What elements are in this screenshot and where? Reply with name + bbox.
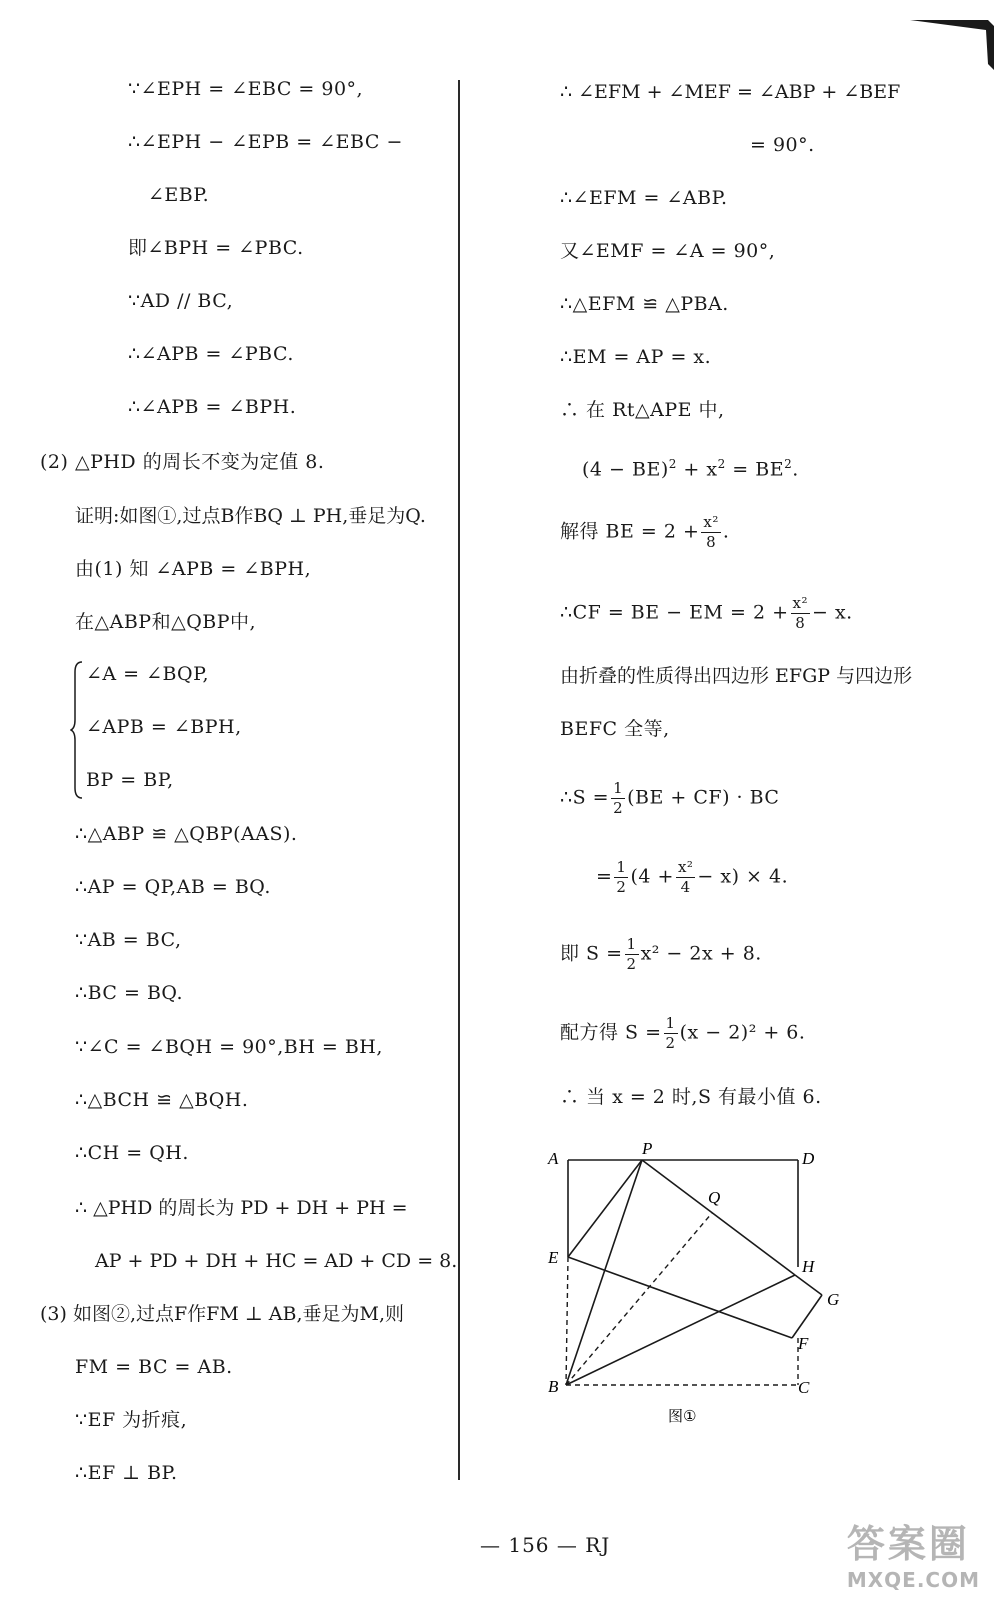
- r9-a: 解得 BE = 2 +: [560, 520, 700, 543]
- left-line-21: ∴CH = QH.: [75, 1142, 189, 1164]
- right-line-12: BEFC 全等,: [560, 718, 670, 740]
- left-line-4: 即∠BPH = ∠PBC.: [128, 237, 304, 259]
- geometry-figure: [530, 1130, 850, 1430]
- right-line-10: [560, 596, 853, 631]
- left-line-17: ∵AB = BC,: [75, 929, 182, 951]
- right-line-2: = 90°.: [750, 134, 815, 156]
- fraction-denominator: 2: [613, 799, 624, 817]
- left-line-8: (2) △PHD 的周长不变为定值 8.: [40, 451, 325, 473]
- left-line-14: BP = BP,: [86, 769, 174, 791]
- left-line-23: AP + PD + DH + HC = AD + CD = 8.: [95, 1250, 458, 1272]
- fraction: [614, 860, 628, 895]
- fraction: [625, 937, 639, 972]
- r14-e: − x) × 4.: [697, 865, 789, 888]
- right-line-5: ∴△EFM ≌ △PBA.: [560, 293, 729, 315]
- edge-hg: [795, 1275, 822, 1295]
- right-line-3: ∴∠EFM = ∠ABP.: [560, 187, 728, 209]
- fraction: [611, 781, 625, 816]
- left-line-11: 在△ABP和△QBP中,: [75, 611, 257, 633]
- left-line-1: ∵∠EPH = ∠EBC = 90°,: [128, 78, 364, 100]
- right-line-11: 由折叠的性质得出四边形 EFGP 与四边形: [560, 665, 913, 687]
- label-e: E: [548, 1248, 559, 1267]
- right-line-7: ∴ 在 Rt△APE 中,: [560, 399, 725, 421]
- left-line-15: ∴△ABP ≌ △QBP(AAS).: [75, 823, 298, 845]
- edge-bh: [566, 1275, 795, 1385]
- left-line-3: ∠EBP.: [148, 184, 210, 206]
- edge-ep: [568, 1160, 642, 1257]
- r10-a: ∴CF = BE − EM = 2 +: [560, 601, 789, 624]
- r8-e: = BE: [725, 458, 785, 481]
- left-line-22: ∴ △PHD 的周长为 PD + DH + PH =: [75, 1197, 408, 1219]
- label-d: D: [802, 1149, 815, 1168]
- left-line-9: 证明:如图①,过点B作BQ ⊥ PH,垂足为Q.: [75, 505, 426, 527]
- corner-mark: [890, 0, 1000, 80]
- label-h: H: [802, 1257, 815, 1276]
- left-line-6: ∴∠APB = ∠PBC.: [128, 343, 294, 365]
- right-line-16: [560, 1016, 805, 1051]
- r13-e: (BE + CF) · BC: [627, 786, 780, 809]
- figure-caption: 图①: [668, 1407, 697, 1425]
- left-line-18: ∴BC = BQ.: [75, 982, 184, 1004]
- r8-c: + x: [676, 458, 718, 481]
- watermark-url: MXQE.COM: [846, 1568, 980, 1592]
- fraction-numerator: 1: [626, 935, 637, 953]
- fraction-numerator: 1: [613, 779, 624, 797]
- r8-g: .: [792, 458, 799, 481]
- right-line-6: ∴EM = AP = x.: [560, 346, 712, 368]
- label-f: F: [798, 1334, 809, 1353]
- r15-a: 即 S =: [560, 942, 623, 965]
- label-a: A: [548, 1149, 559, 1168]
- right-line-13: [560, 781, 779, 816]
- label-c: C: [798, 1378, 810, 1397]
- fraction: [791, 596, 810, 631]
- label-b: B: [548, 1377, 559, 1396]
- r10-e: − x.: [812, 601, 853, 624]
- right-line-17: ∴ 当 x = 2 时,S 有最小值 6.: [560, 1086, 822, 1108]
- fraction-denominator: 4: [680, 878, 691, 896]
- r16-a: 配方得 S =: [560, 1021, 662, 1044]
- fraction-denominator: 2: [665, 1034, 676, 1052]
- right-line-14: [596, 860, 788, 895]
- left-line-27: ∴EF ⊥ BP.: [75, 1462, 178, 1484]
- left-line-13: ∠APB = ∠BPH,: [86, 716, 242, 738]
- left-line-2: ∴∠EPH − ∠EPB = ∠EBC −: [128, 131, 403, 153]
- right-line-15: [560, 937, 762, 972]
- right-line-9: [560, 515, 729, 550]
- edge-eb-dashed: [566, 1257, 568, 1385]
- r14-a: =: [596, 865, 613, 888]
- edge-gf: [792, 1295, 822, 1338]
- page-footer: — 156 — RJ: [480, 1533, 611, 1557]
- edge-ph: [642, 1160, 795, 1275]
- edge-bq-dashed: [566, 1213, 712, 1385]
- edge-pb: [566, 1160, 642, 1385]
- right-line-1: ∴ ∠EFM + ∠MEF = ∠ABP + ∠BEF: [560, 81, 901, 103]
- edge-ef: [568, 1257, 792, 1338]
- r13-a: ∴S =: [560, 786, 610, 809]
- left-line-19: ∵∠C = ∠BQH = 90°,BH = BH,: [75, 1036, 383, 1058]
- right-line-4: 又∠EMF = ∠A = 90°,: [560, 240, 776, 262]
- r8-a: (4 − BE): [582, 458, 669, 481]
- fraction-numerator: x²: [677, 858, 694, 876]
- r14-b: (4 +: [630, 865, 674, 888]
- fraction-numerator: x²: [792, 594, 808, 612]
- left-line-10: 由(1) 知 ∠APB = ∠BPH,: [75, 558, 312, 580]
- r8-b: 2: [668, 457, 677, 471]
- column-divider: [458, 80, 460, 1480]
- left-line-20: ∴△BCH ≌ △BQH.: [75, 1089, 249, 1111]
- left-line-7: ∴∠APB = ∠BPH.: [128, 396, 297, 418]
- fraction-denominator: 2: [616, 878, 627, 896]
- fraction-numerator: 1: [616, 858, 627, 876]
- label-g: G: [827, 1290, 840, 1309]
- fraction-denominator: 8: [795, 614, 806, 632]
- r16-e: (x − 2)² + 6.: [679, 1021, 806, 1044]
- left-line-5: ∵AD // BC,: [128, 290, 234, 312]
- fraction-denominator: 8: [706, 533, 717, 551]
- left-line-26: ∵EF 为折痕,: [75, 1409, 188, 1431]
- fraction-denominator: 2: [626, 955, 637, 973]
- right-line-8: [582, 451, 799, 482]
- left-line-12: ∠A = ∠BQP,: [86, 663, 210, 685]
- left-line-24: (3) 如图②,过点F作FM ⊥ AB,垂足为M,则: [40, 1303, 404, 1325]
- watermark: [847, 1513, 980, 1592]
- fraction: [676, 860, 695, 895]
- watermark-logo-text: 答案圈: [846, 1522, 970, 1566]
- r8-d: 2: [717, 457, 726, 471]
- fraction-numerator: 1: [665, 1014, 676, 1032]
- fraction: [701, 515, 720, 550]
- left-line-16: ∴AP = QP,AB = BQ.: [75, 876, 271, 898]
- r15-e: x² − 2x + 8.: [640, 942, 762, 965]
- left-line-25: FM = BC = AB.: [75, 1356, 233, 1378]
- r8-f: 2: [784, 457, 793, 471]
- fraction: [664, 1016, 678, 1051]
- system-brace: [70, 660, 84, 800]
- label-p: P: [642, 1139, 653, 1158]
- fraction-numerator: x²: [703, 513, 719, 531]
- label-q: Q: [708, 1188, 721, 1207]
- r9-e: .: [722, 520, 730, 543]
